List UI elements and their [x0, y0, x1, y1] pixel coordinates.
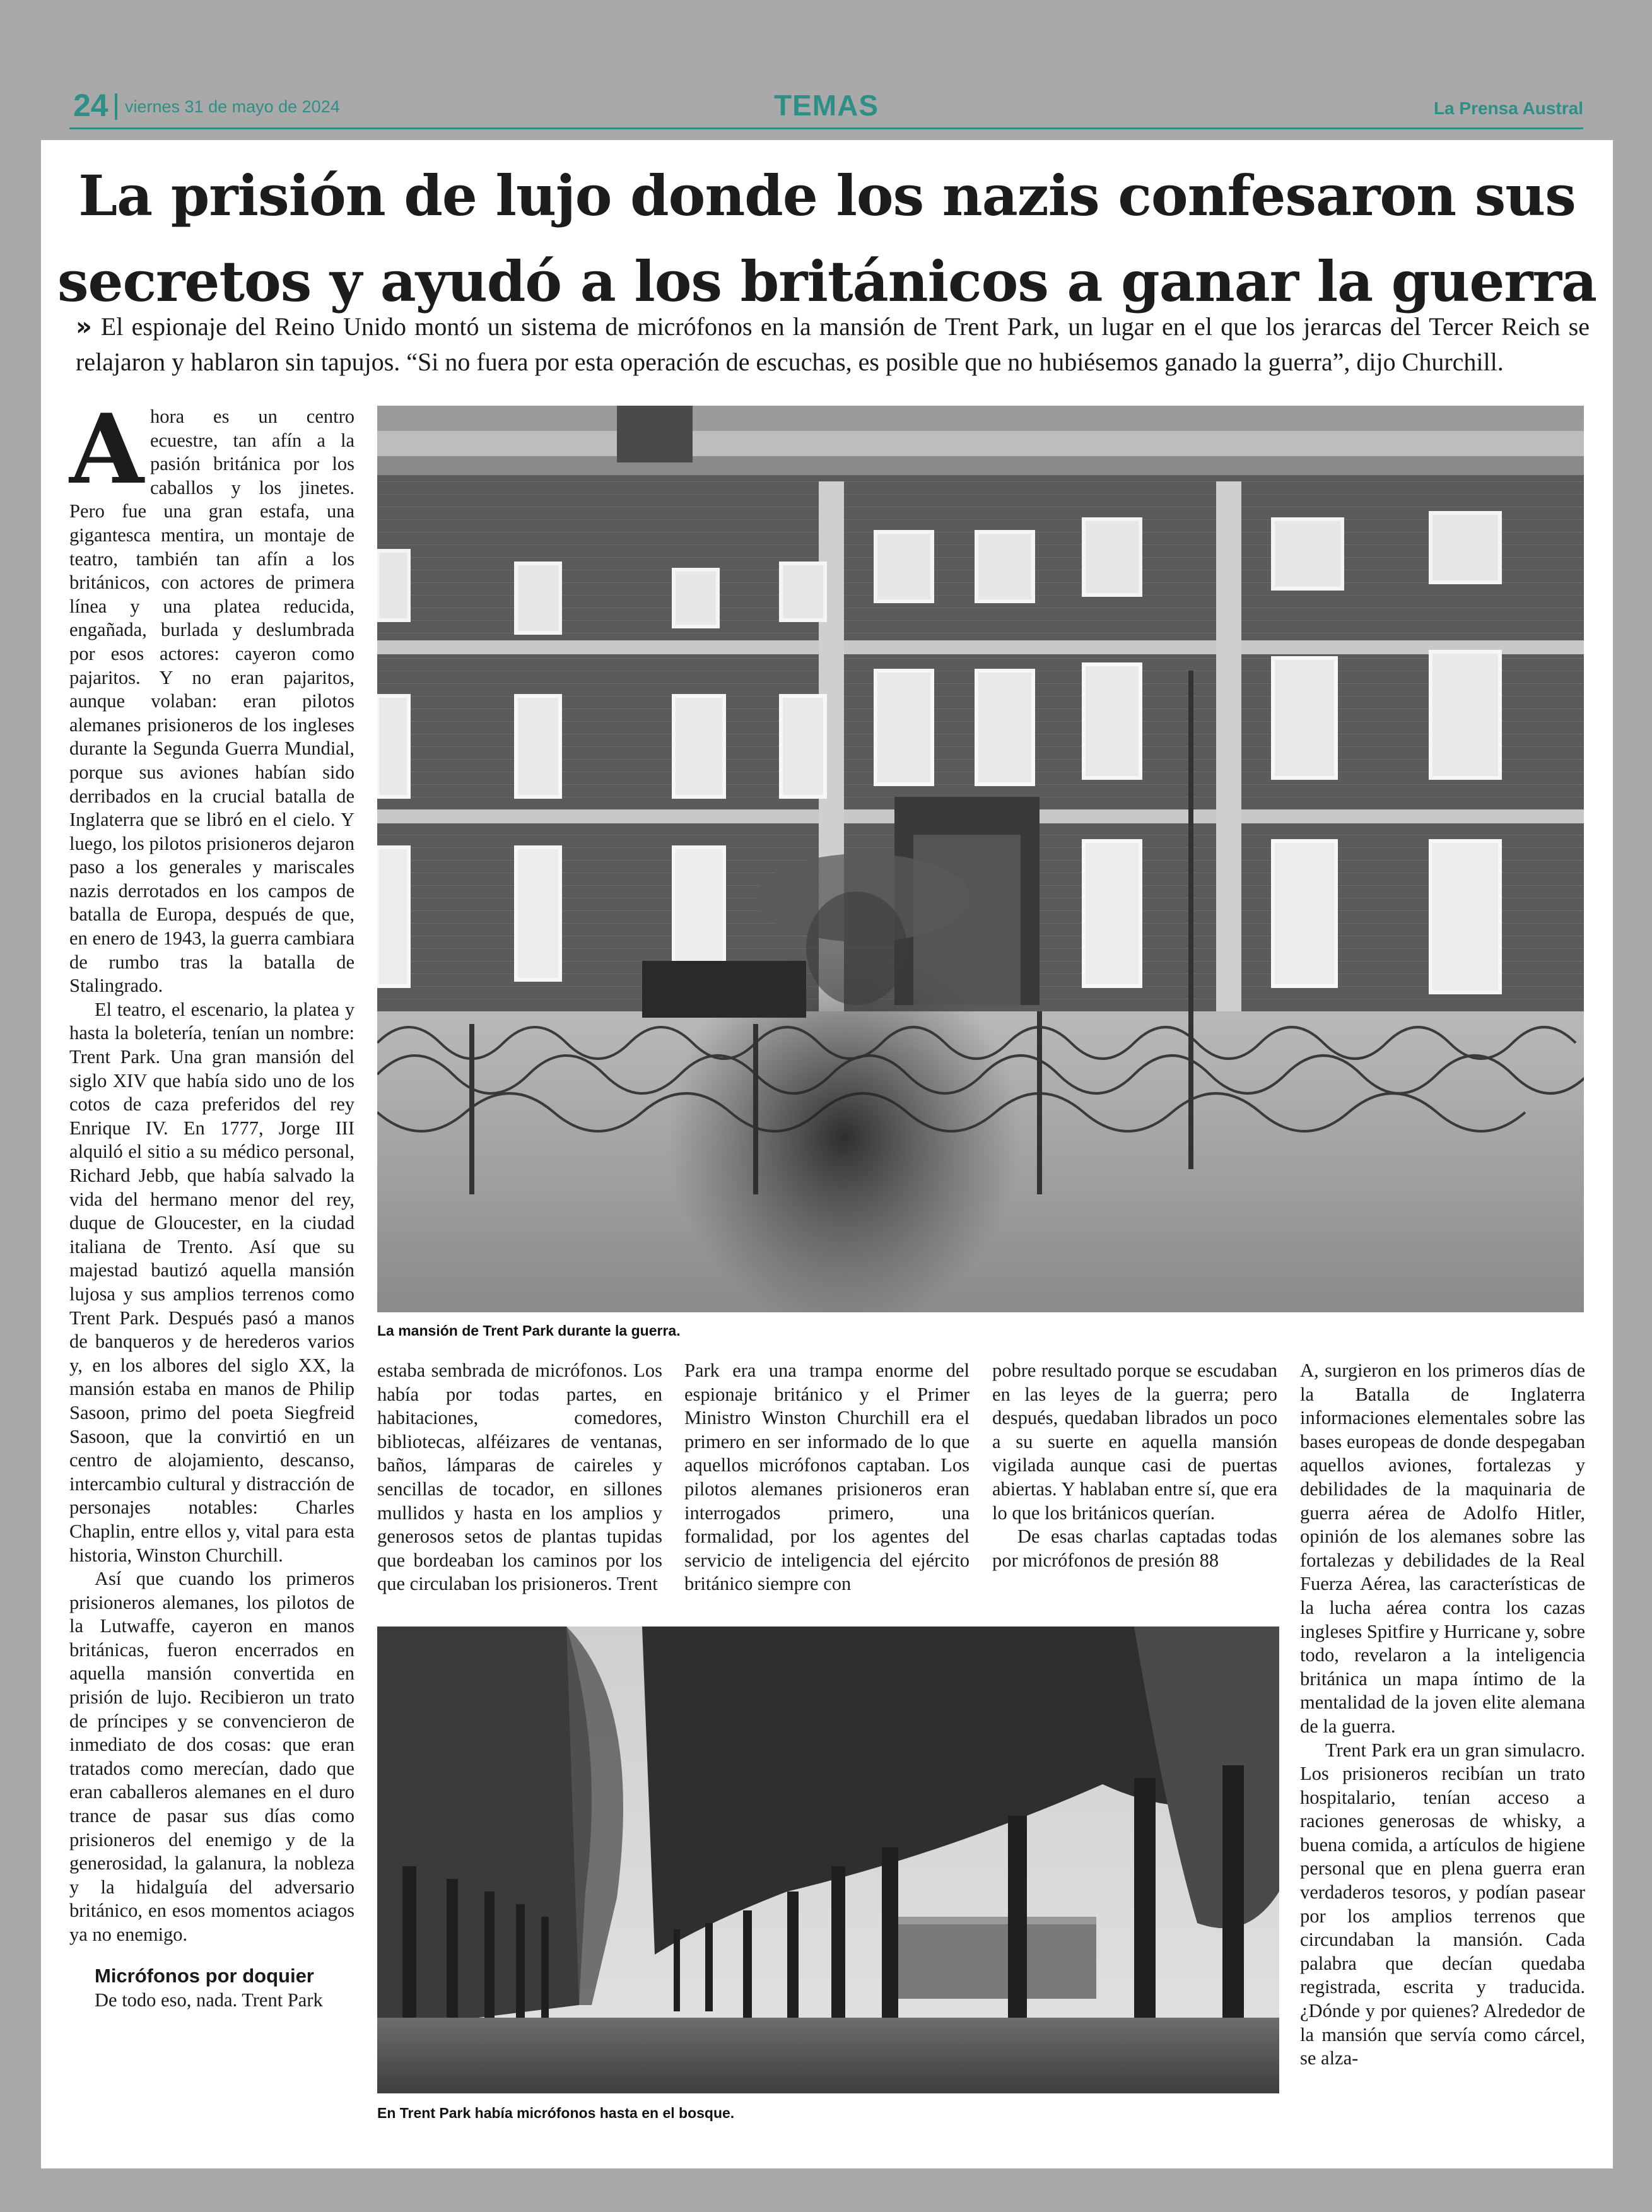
text-column-2 [377, 1359, 662, 1596]
paragraph: Así que cuando los primeros prisioneros alemanes, los pilotos de la Lutwaffe, cayeron en manos británicas, fueron encerrados en aquella mansión convertida en prisión de lujo. Recibieron un trato de príncipes y se convencieron de inmediato de dos cosas: que eran tratados como merecían, dado que eran caballeros alemanes en el duro trance de pasar sus días como prisioneros del enemigo y de la generosidad, la galanura, la nobleza y la hidalguía del adversario británico, en esos momentos aciagos ya no enemigo. [69, 1568, 354, 1945]
issue-date: viernes 31 de mayo de 2024 [125, 97, 340, 116]
mansion-photo-caption: La mansión de Trent Park durante la guerra. [377, 1322, 681, 1339]
paragraph: estaba sembrada de micrófonos. Los había por todas partes, en habitaciones, comedores, bibliotecas, alféizares de ventanas, baños, lámparas de caireles y sencillas de tocador, en sillones mullidos y hasta en los amplios y generosos setos de plantas tupidas que bordeaban los caminos por los que circulaban los prisioneros. Trent [377, 1360, 662, 1595]
paragraph: Park era una trampa enorme del espionaje británico y el Primer Ministro Winston Churchill era el primero en ser informado de lo que aquellos micrófonos captaban. Los pilotos alemanes prisioneros eran interrogados primero, una formalidad, por los agentes del servicio de inteligencia del ejército británico siempre con [684, 1360, 970, 1595]
paragraph: De esas charlas captadas todas por micrófonos de presión 88 [992, 1526, 1277, 1571]
paragraph: pobre resultado porque se escudaban en las leyes de la guerra; pero después, quedaban librados un poco a su suerte en aquella mansión vigilada aunque casi de puertas abiertas. Y hablaban entre sí, que era lo que los británicos querían. [992, 1360, 1277, 1524]
page-header [69, 87, 1583, 125]
lead-text: El espionaje del Reino Unido montó un sistema de micrófonos en la mansión de Trent Park, un lugar en el que los jerarcas del Tercer Reich se relajaron y hablaron sin tapujos. “Si no fuera por esta operación de escuchas, es posible que no hubiésemos ganado la guerra”, dijo Churchill. [76, 312, 1590, 376]
article-page [41, 140, 1613, 2168]
paragraph-text: hora es un centro ecuestre, tan afín a la pasión británica por los caballos y los jinetes. Pero fue una gran estafa, una gigantesca mentira, un montaje de teatro, también tan afín a los británicos, con actores de primera línea y una platea reducida, engañada, burlada y deslumbrada por esos actores: cayeron como pajaritos. Y no eran pajaritos, aunque volaban: eran pilotos alemanes prisioneros de los ingleses durante la Segunda Guerra Mundial, porque sus aviones habían sido derribados en la crucial batalla de Inglaterra que se libró en el cielo. Y luego, los pilotos prisioneros dejaron paso a los generales y mariscales nazis derrotados en los campos de batalla de Europa, después de que, en enero de 1943, la guerra cambiara de rumbo tras la batalla de Stalingrado. [69, 406, 354, 997]
newspaper-name: La Prensa Austral [1433, 98, 1583, 118]
text-column-5 [1300, 1359, 1585, 2071]
paragraph: De todo eso, nada. Trent Park [95, 1989, 323, 2011]
headline-line-2: secretos y ayudó a los británicos a ganar la guerra [57, 249, 1597, 314]
forest-image [377, 1627, 1279, 2093]
mansion-image [377, 406, 1584, 1312]
section-name: TEMAS [774, 89, 879, 122]
forest-photo-caption: En Trent Park había micrófonos hasta en el bosque. [377, 2105, 735, 2121]
chevron-icon: » [76, 312, 92, 341]
paragraph: A, surgieron en los primeros días de la Batalla de Inglaterra informaciones elementales sobre las bases europeas de donde despegaban aquellos aviones, fortalezas y debilidades de la maquinaria de guerra aérea de Adolfo Hitler, opinión de los alemanes sobre las fortalezas y debilidades de la Real Fuerza Aérea, las características de la lucha aérea contra los cazas ingleses Spitfire y Hurricane y, sobre todo, revelaron a la inteligencia británica un mapa íntimo de la mentalidad de la joven elite alemana de la guerra. [1300, 1360, 1586, 1737]
text-column-3 [684, 1359, 970, 1596]
drop-cap: A [69, 392, 144, 505]
paragraph: Trent Park era un gran simulacro. Los prisioneros recibían un trato hospitalario, tenían acceso a raciones generosas de whisky, a buena comida, a artículos de higiene personal que en plena guerra eran verdaderos tesoros, y podían pasear por los amplios terrenos que circundaban la mansión. Cada palabra que decían quedaba registrada, escrita y traducida. ¿Dónde y por quienes? Alrededor de la mansión que servía como cárcel, se alza- [1300, 1739, 1585, 2069]
page-number: 24 [73, 88, 108, 123]
headline-line-1: La prisión de lujo donde los nazis confesaron sus [78, 163, 1576, 228]
paragraph: El teatro, el escenario, la platea y hasta la boletería, tenían un nombre: Trent Park. Una gran mansión del siglo XIV que había sido uno de los cotos de caza preferidos del rey Enrique IV. En 1777, Jorge III alquiló el sitio a su médico personal, Richard Jebb, que había salvado la vida del hermano menor del rey, duque de Gloucester, en la ciudad italiana de Trento. Así que su majestad bautizó aquella mansión lujosa y sus amplios terrenos como Trent Park. Después pasó a manos de banqueros y de herederos varios y, en los albores del siglo XX, la mansión estaba en manos de Philip Sasoon, primo del poeta Siegfreid Sasoon, que la convirtió en un centro de alojamiento, descanso, intercambio cultural y distracción de personajes notables: Charles Chaplin, entre ellos y, vital para esta historia, Winston Churchill. [69, 998, 354, 1566]
headline [41, 153, 1613, 324]
subheading: Micrófonos por doquier [95, 1964, 314, 1987]
mansion-photo [377, 406, 1584, 1312]
forest-photo [377, 1627, 1279, 2093]
lead-paragraph [76, 309, 1590, 380]
header-rule [69, 127, 1583, 129]
text-column-1 [69, 392, 354, 2012]
text-column-4 [992, 1359, 1277, 1572]
paragraph [69, 392, 354, 998]
